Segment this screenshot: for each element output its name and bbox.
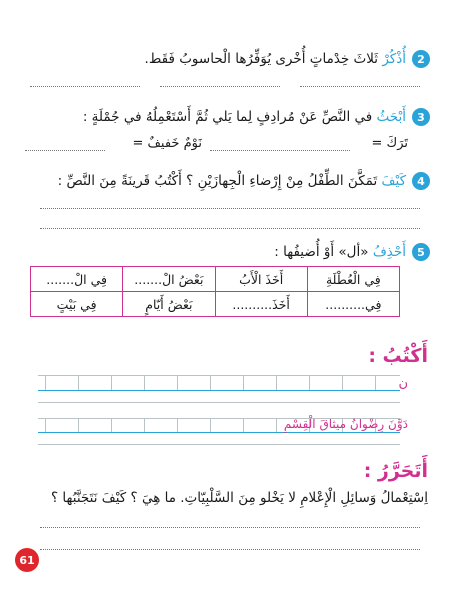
question-text (274, 244, 406, 260)
guide-tick (111, 418, 112, 432)
table-cell[interactable]: فِي بَيْتٍ (31, 292, 123, 317)
table-cell[interactable]: أَخَذَ.......... (215, 292, 307, 317)
answer-line[interactable] (40, 208, 420, 209)
guide-tick (243, 375, 244, 390)
guide-tick (144, 418, 145, 432)
table-row (31, 292, 400, 317)
answer-line[interactable] (25, 150, 105, 151)
answer-line[interactable] (40, 527, 420, 528)
question-keyword: أَبْحَثُ (376, 109, 406, 125)
synonym-item-2: نَوْمٌ خَفيفٌ = (132, 136, 202, 151)
question-5 (20, 243, 430, 261)
guide-tick (276, 375, 277, 390)
table-cell[interactable]: بَعْضُ أَيّامٍ (123, 292, 215, 317)
answer-line[interactable] (40, 549, 420, 550)
question-text (58, 173, 406, 189)
al-exercise-table (30, 266, 400, 317)
guide-line (38, 402, 400, 403)
guide-tick (78, 375, 79, 390)
question-body: تَمَكَّنَ الطِّفْلُ مِنْ إِرْضاءِ الْجِهازَيْنِ ؟ أَكْتُبُ قَرينَةً مِنَ النَّصِّ : (57, 173, 378, 189)
guide-line (38, 444, 400, 445)
question-keyword: أَحْذِفُ (372, 244, 406, 260)
table-cell[interactable]: فِي الْ....... (31, 267, 123, 292)
base-line (38, 432, 400, 433)
write-section-title: أَكْتُبُ : (368, 345, 428, 367)
question-keyword: أُذْكُرْ (382, 51, 406, 67)
question-text (145, 51, 406, 67)
answer-line[interactable] (160, 86, 280, 87)
guide-tick (276, 418, 277, 432)
guide-tick (309, 375, 310, 390)
guide-tick (177, 375, 178, 390)
question-body: في النَّصِّ عَنْ مُرادِفٍ لِما يَلي ثُمَّ أَسْتَعْمِلُهُ في جُمْلَةٍ : (82, 109, 373, 125)
question-number-badge: 5 (412, 243, 430, 261)
guide-tick (111, 375, 112, 390)
question-keyword: كَيْفَ (381, 173, 406, 189)
answer-line[interactable] (300, 86, 420, 87)
question-body: ثَلاثَ خِدْماتٍ أُخْرى يُوَفِّرُها الْحاسوبُ فَقَط. (144, 51, 379, 67)
guide-tick (375, 375, 376, 390)
table-cell[interactable]: فِي الْعُطْلَةِ (307, 267, 399, 292)
question-number-badge: 3 (412, 108, 430, 126)
guide-tick (210, 375, 211, 390)
answer-line[interactable] (40, 228, 420, 229)
guide-tick (78, 418, 79, 432)
guide-tick (45, 418, 46, 432)
guide-tick (177, 418, 178, 432)
guide-tick (210, 418, 211, 432)
question-text (83, 109, 406, 125)
table-cell[interactable]: أَخَذَ الْأَبُ (215, 267, 307, 292)
answer-line[interactable] (210, 150, 350, 151)
question-2 (20, 50, 430, 68)
answer-line[interactable] (30, 86, 140, 87)
guide-tick (243, 418, 244, 432)
question-number-badge: 2 (412, 50, 430, 68)
table-row (31, 267, 400, 292)
question-number-badge: 4 (412, 172, 430, 190)
question-3 (20, 108, 430, 126)
model-letter: ن (398, 376, 408, 391)
table-cell[interactable]: بَعْضُ الْ....... (123, 267, 215, 292)
question-body: «أل» أَوْ أُضيفُها : (274, 244, 369, 260)
page-number-badge: 61 (15, 548, 39, 572)
base-line (38, 390, 400, 391)
synonym-item-1: تَرَكَ = (371, 136, 408, 151)
liberate-section-title: أَتَحَرَّرُ : (363, 460, 428, 482)
guide-line (38, 375, 400, 376)
guide-tick (342, 375, 343, 390)
question-4 (20, 172, 430, 190)
table-cell[interactable]: فِي.......... (307, 292, 399, 317)
liberate-question: اِسْتِعْمالُ وَسائِلِ الْإِعْلامِ لا يَخْلو مِنَ السَّلْبِيّاتِ. ما هِيَ ؟ كَيْفَ نَتَجَنَّبُها ؟ (50, 490, 428, 506)
model-sentence: دَوَّنَ رِضْوانُ ميثاقَ الْقِسْمِ (283, 417, 408, 431)
guide-tick (45, 375, 46, 390)
guide-tick (144, 375, 145, 390)
